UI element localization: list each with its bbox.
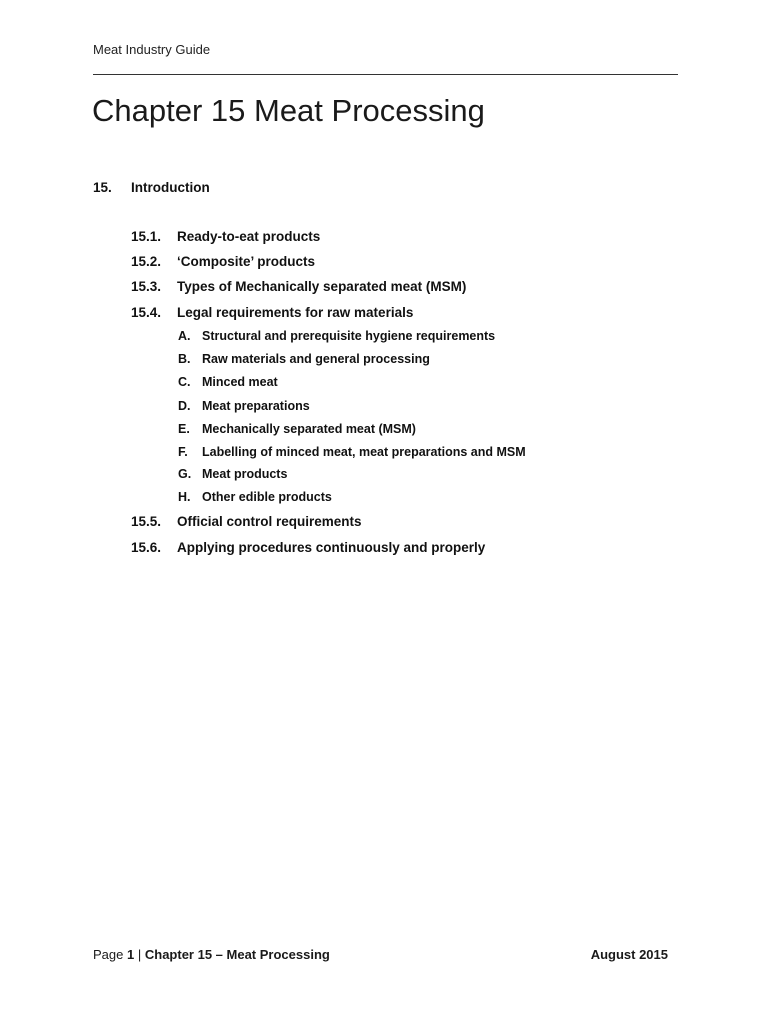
toc-label: Minced meat [202, 375, 278, 389]
toc-letter: B. [178, 352, 191, 366]
footer-date: August 2015 [590, 947, 668, 962]
toc-label: Raw materials and general processing [202, 352, 430, 366]
toc-label: Applying procedures continuously and properly [177, 540, 486, 555]
toc-label: Legal requirements for raw materials [177, 305, 414, 320]
toc-label: Mechanically separated meat (MSM) [202, 422, 416, 436]
toc-label: Types of Mechanically separated meat (MSM) [177, 279, 467, 294]
toc-label: Other edible products [202, 490, 332, 504]
toc-label: Structural and prerequisite hygiene requirements [202, 329, 496, 343]
toc-number: 15.2. [131, 254, 162, 269]
toc-number: 15.4. [131, 305, 162, 320]
toc-label: Meat preparations [202, 399, 310, 413]
toc-label: Meat products [202, 467, 288, 481]
toc-letter: G. [178, 467, 192, 481]
toc-label: Ready-to-eat products [177, 229, 321, 244]
footer-chapter: Chapter 15 – Meat Processing [144, 947, 330, 962]
page-number: 1 [127, 947, 135, 962]
toc-letter: E. [178, 422, 190, 436]
page-word: Page [93, 947, 124, 962]
toc-label: Introduction [131, 180, 210, 195]
toc-letter: H. [178, 490, 191, 504]
toc-number: 15.3. [131, 279, 162, 294]
toc-number: 15.6. [131, 540, 162, 555]
toc-letter: D. [178, 399, 191, 413]
running-header: Meat Industry Guide [93, 42, 211, 57]
chapter-title: Chapter 15 Meat Processing [92, 93, 485, 128]
toc-number: 15.5. [131, 514, 162, 529]
toc-letter: C. [178, 375, 191, 389]
header-divider [93, 74, 678, 75]
toc-label: Labelling of minced meat, meat preparations and MSM [202, 445, 526, 459]
page-footer [93, 947, 330, 962]
toc-letter: F. [178, 445, 188, 459]
toc-number: 15. [93, 180, 112, 195]
toc-number: 15.1. [131, 229, 162, 244]
footer-separator: | [137, 947, 142, 962]
toc-label: Official control requirements [177, 514, 362, 529]
toc-label: ‘Composite’ products [177, 254, 316, 269]
toc-letter: A. [178, 329, 191, 343]
